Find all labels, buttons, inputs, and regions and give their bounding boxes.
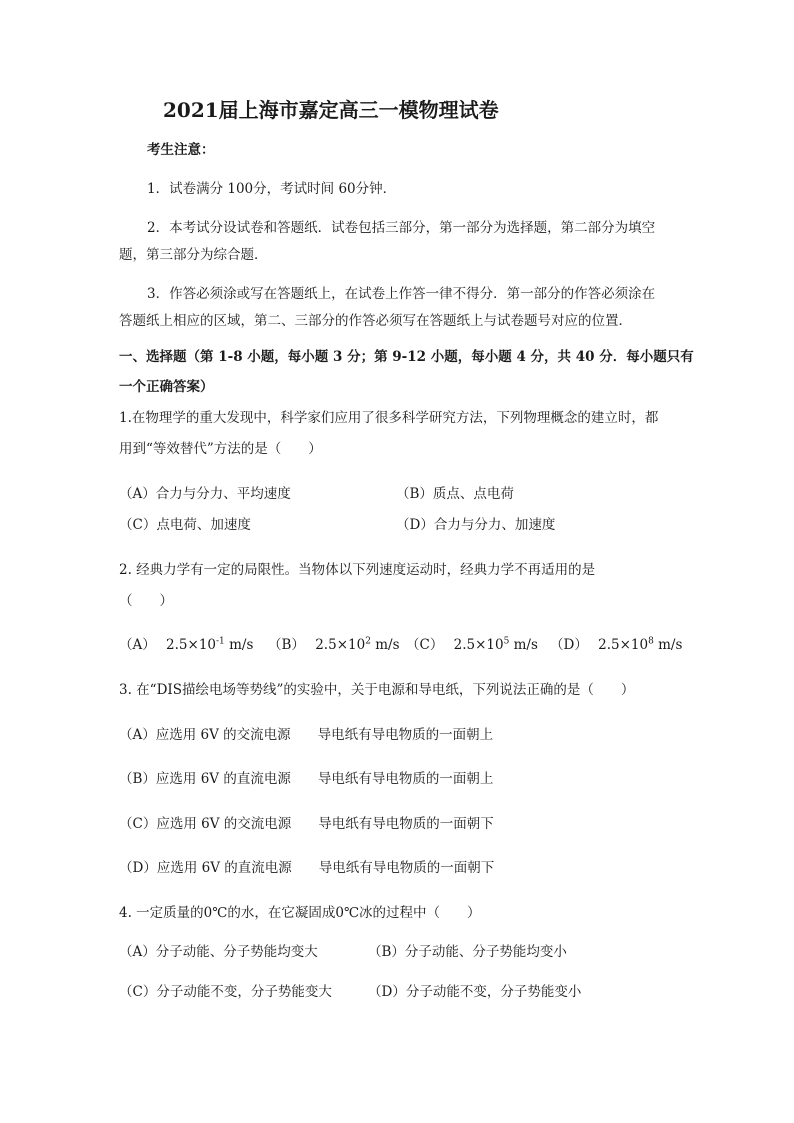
option-label: （C） xyxy=(406,637,444,653)
question-1-stem: 1.在物理学的重大发现中，科学家们应用了很多科学研究方法，下列物理概念的建立时，都 xyxy=(119,410,659,426)
option-value-base: 2.5×10 xyxy=(166,637,217,653)
question-3-option-d: （D）应选用 6V 的直流电源 导电纸有导电物质的一面朝下 xyxy=(119,860,495,876)
question-1-option-d: （D）合力与分力、加速度 xyxy=(396,517,556,533)
question-3-stem: 3. 在“DIS描绘电场等势线”的实验中，关于电源和导电纸，下列说法正确的是（ ） xyxy=(119,682,635,698)
question-4-option-a: （A）分子动能、分子势能均变大 xyxy=(119,944,318,960)
option-value-unit: m/s xyxy=(653,637,683,653)
question-4-stem: 4. 一定质量的0℃的水，在它凝固成0℃冰的过程中（ ） xyxy=(119,905,481,921)
option-value-unit: m/s xyxy=(509,637,538,653)
question-3-option-b: （B）应选用 6V 的直流电源 导电纸有导电物质的一面朝上 xyxy=(119,771,494,787)
section-heading: 一、选择题（第 1-8 小题，每小题 3 分；第 9-12 小题，每小题 4 分，共 40 分．每小题只有 xyxy=(119,349,694,365)
question-4-option-c: （C）分子动能不变，分子势能变大 xyxy=(119,984,332,1000)
option-value-base: 2.5×10 xyxy=(598,637,649,653)
option-value-unit: m/s xyxy=(224,637,254,653)
question-2-option-d xyxy=(550,636,682,654)
option-value-unit: m/s xyxy=(370,637,400,653)
notice-item-2: 2．本考试分设试卷和答题纸．试卷包括三部分，第一部分为选择题，第二部分为填空 xyxy=(147,220,656,236)
question-1-option-b: （B）质点、点电荷 xyxy=(396,486,514,502)
question-3-option-a: （A）应选用 6V 的交流电源 导电纸有导电物质的一面朝上 xyxy=(119,727,494,743)
question-4-option-b: （B）分子动能、分子势能均变小 xyxy=(368,944,567,960)
question-2-stem: 2. 经典力学有一定的局限性。当物体以下列速度运动时，经典力学不再适用的是 xyxy=(119,562,596,578)
option-value-exponent: -1 xyxy=(216,636,225,647)
option-value-base: 2.5×10 xyxy=(315,637,366,653)
notice-item-3: 3．作答必须涂或写在答题纸上，在试卷上作答一律不得分．第一部分的作答必须涂在 xyxy=(147,286,656,302)
option-value-exponent: 5 xyxy=(503,636,510,647)
notice-item-3-cont: 答题纸上相应的区域，第二、三部分的作答必须写在答题纸上与试卷题号对应的位置． xyxy=(119,313,632,329)
option-value-base: 2.5×10 xyxy=(453,637,504,653)
notice-item-1: 1．试卷满分 100分，考试时间 60分钟． xyxy=(147,181,397,197)
option-label: （B） xyxy=(268,637,305,653)
question-4-option-d: （D）分子动能不变，分子势能变小 xyxy=(368,984,582,1000)
question-1-option-c: （C）点电荷、加速度 xyxy=(119,517,251,533)
option-label: （A） xyxy=(119,637,156,653)
question-1-stem-cont: 用到“等效替代”方法的是（ ） xyxy=(119,441,322,457)
question-2-option-a xyxy=(119,636,253,654)
notice-heading: 考生注意： xyxy=(147,142,215,158)
option-value-exponent: 2 xyxy=(365,636,371,647)
question-1-option-a: （A）合力与分力、平均速度 xyxy=(119,486,291,502)
option-label: （D） xyxy=(550,637,588,653)
notice-item-2-cont: 题，第三部分为综合题． xyxy=(119,247,268,263)
exam-title: 2021届上海市嘉定高三一模物理试卷 xyxy=(163,98,499,122)
option-value-exponent: 8 xyxy=(648,636,654,647)
section-heading-cont: 一个正确答案） xyxy=(119,379,214,395)
question-3-option-c: （C）应选用 6V 的交流电源 导电纸有导电物质的一面朝下 xyxy=(119,816,494,832)
question-2-stem-cont: （ ） xyxy=(119,593,173,609)
question-2-option-c xyxy=(406,636,538,654)
question-2-option-b xyxy=(268,636,400,654)
